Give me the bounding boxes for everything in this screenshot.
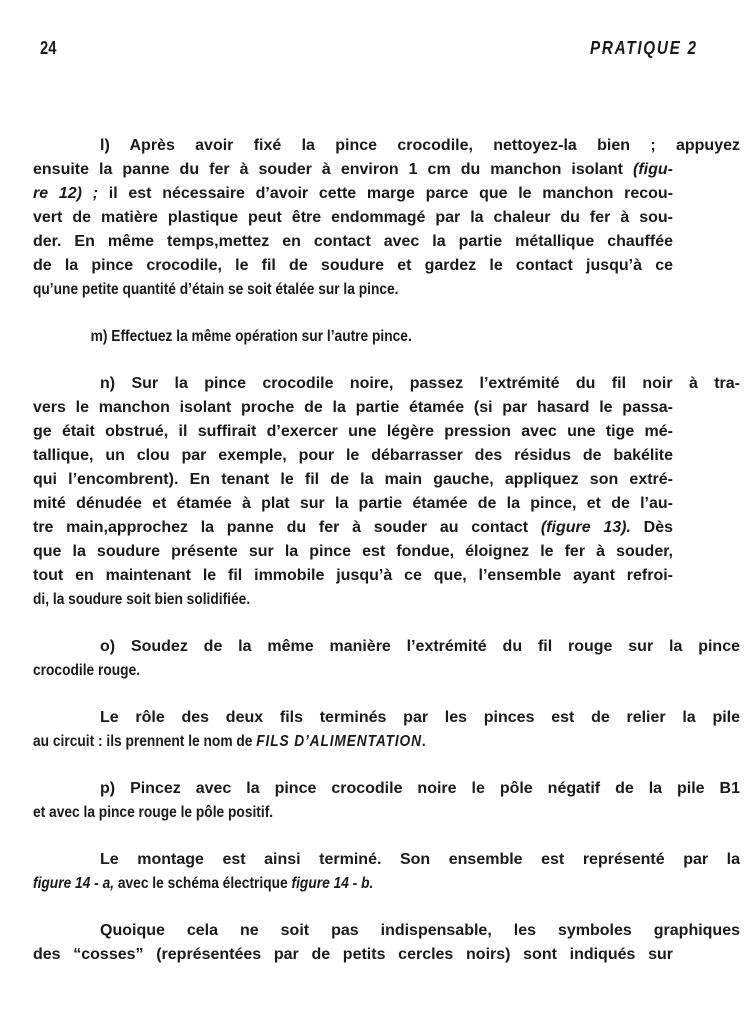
figure-reference: (figure 13). xyxy=(540,519,631,536)
paragraph-role xyxy=(33,706,740,754)
text-line: di, la soudure soit bien solidifiée. xyxy=(33,591,251,608)
text-line: ensuite la panne du fer à souder à environ 1 cm du manchon isolant (figu- xyxy=(33,161,673,178)
page-number: 24 xyxy=(40,38,57,58)
paragraph-quoique xyxy=(33,919,740,967)
text-line: n) Sur la pince crocodile noire, passez l’extrémité du fil noir à tra- xyxy=(100,375,740,392)
text-line: tout en maintenant le fil immobile jusqu’à ce que, l’ensemble ayant refroi- xyxy=(33,567,673,584)
text-line: tallique, un clou par exemple, pour le débarrasser des résidus de bakélite xyxy=(33,447,673,464)
figure-reference: re 12) ; xyxy=(33,185,99,202)
text-line: mité dénudée et étamée à plat sur la partie étamée de la pince, et de l’au- xyxy=(33,495,673,512)
text-line: ge était obstrué, il suffirait d’exercer une légère pression avec une tige mé- xyxy=(33,423,673,440)
text-line: figure 14 - a, avec le schéma électrique figure 14 - b. xyxy=(33,875,374,892)
text-line: Quoique cela ne soit pas indispensable, les symboles graphiques xyxy=(100,922,740,939)
paragraph-montage xyxy=(33,848,740,896)
text-line: qui l’encombrent). En tenant le fil de la main gauche, appliquez son extré- xyxy=(33,471,673,488)
text-line: vert de matière plastique peut être endommagé par la chaleur du fer à sou- xyxy=(33,209,673,226)
emphasized-term: FILS D’ALIMENTATION xyxy=(256,733,422,750)
paragraph-o xyxy=(33,635,740,683)
text-line: au circuit : ils prennent le nom de FILS D’ALIMENTATION. xyxy=(33,733,426,750)
paragraph-l xyxy=(33,134,740,302)
text-line: Le rôle des deux fils terminés par les pinces est de relier la pile xyxy=(100,709,740,726)
document-body xyxy=(33,134,740,967)
figure-reference: figure 14 - a, xyxy=(33,875,115,892)
text-line: o) Soudez de la même manière l’extrémité du fil rouge sur la pince xyxy=(100,638,740,655)
text-line: des “cosses” (représentées par de petits cercles noirs) sont indiqués sur xyxy=(33,946,673,963)
text-line: et avec la pince rouge le pôle positif. xyxy=(33,804,274,821)
text-line: crocodile rouge. xyxy=(33,662,141,679)
figure-reference: figure 14 - b. xyxy=(291,875,374,892)
text-line: de la pince crocodile, le fil de soudure et gardez le contact jusqu’à ce xyxy=(33,257,673,274)
text-line: m) Effectuez la même opération sur l’autre pince. xyxy=(90,328,412,345)
text-line: re 12) ; il est nécessaire d’avoir cette marge parce que le manchon recou- xyxy=(33,185,674,202)
text-line: p) Pincez avec la pince crocodile noire le pôle négatif de la pile B1 xyxy=(100,780,740,797)
text-line: vers le manchon isolant proche de la partie étamée (si par hasard le passa- xyxy=(33,399,673,416)
paragraph-n xyxy=(33,372,740,612)
text-line: l) Après avoir fixé la pince crocodile, nettoyez-la bien ; appuyez xyxy=(100,137,740,154)
paragraph-p xyxy=(33,777,740,825)
running-title: PRATIQUE 2 xyxy=(590,38,698,58)
text-line: qu’une petite quantité d’étain se soit étalée sur la pince. xyxy=(33,281,399,298)
paragraph-m xyxy=(33,325,673,349)
text-line: Le montage est ainsi terminé. Son ensemble est représenté par la xyxy=(100,851,740,868)
text-line: que la soudure présente sur la pince est fondue, éloignez le fer à souder, xyxy=(33,543,673,560)
figure-reference: (figu- xyxy=(633,161,673,178)
text-line: tre main,approchez la panne du fer à souder au contact (figure 13). Dès xyxy=(33,519,674,536)
text-line: der. En même temps,mettez en contact avec la partie métallique chauffée xyxy=(33,233,673,250)
